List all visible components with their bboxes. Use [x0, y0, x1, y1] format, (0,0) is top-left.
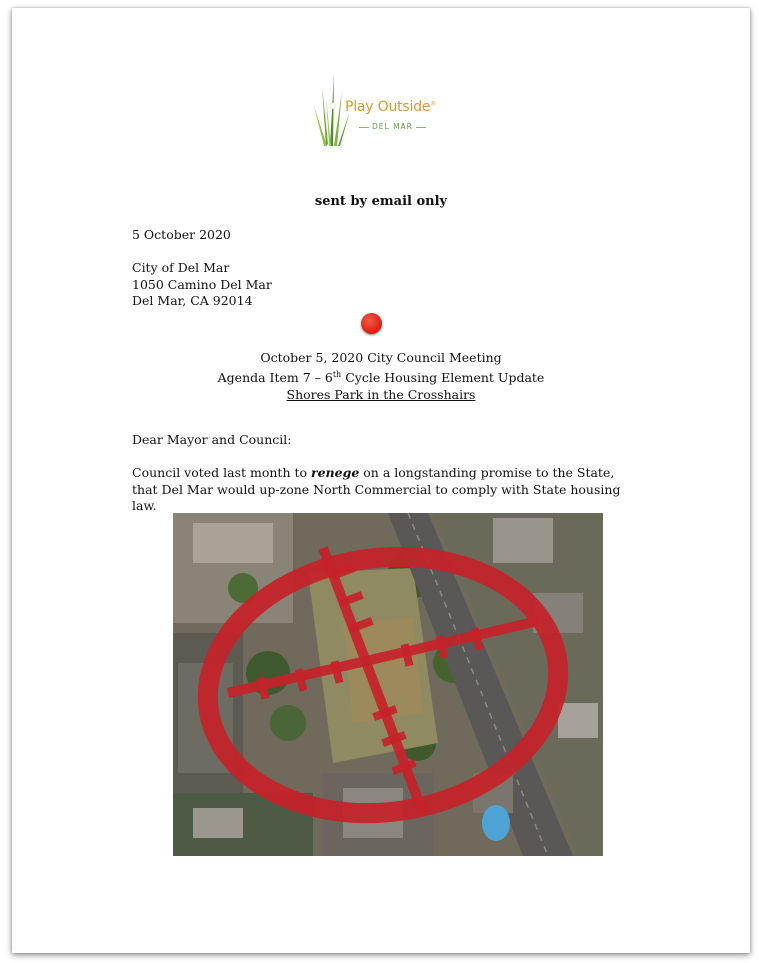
recipient-address	[132, 260, 272, 310]
sent-by-email-note: sent by email only	[314, 194, 448, 209]
letter-page	[12, 8, 750, 953]
salutation: Dear Mayor and Council:	[132, 432, 292, 447]
logo-sub-text: DEL MAR	[356, 122, 429, 131]
address-line: 1050 Camino Del Mar	[132, 276, 272, 292]
address-line: Del Mar, CA 92014	[132, 293, 253, 308]
aerial-photo-crosshair	[173, 513, 603, 856]
body-paragraph: Council voted last month to renege on a longstanding promise to the State, that Del Mar would up-zone North Commercial to comply with State housing law.	[132, 465, 621, 513]
play-outside-logo	[312, 66, 472, 156]
red-dot-marker	[361, 313, 382, 334]
subject-agenda-item: Agenda Item 7 – 6th Cycle Housing Element Update	[217, 370, 545, 386]
subject-block	[12, 349, 750, 403]
subject-meeting: October 5, 2020 City Council Meeting	[260, 350, 502, 365]
subject-title: Shores Park in the Crosshairs	[286, 387, 476, 403]
logo-brand-text: Play Outside®	[345, 99, 437, 115]
address-line: City of Del Mar	[132, 260, 230, 275]
letter-date: 5 October 2020	[132, 227, 231, 242]
